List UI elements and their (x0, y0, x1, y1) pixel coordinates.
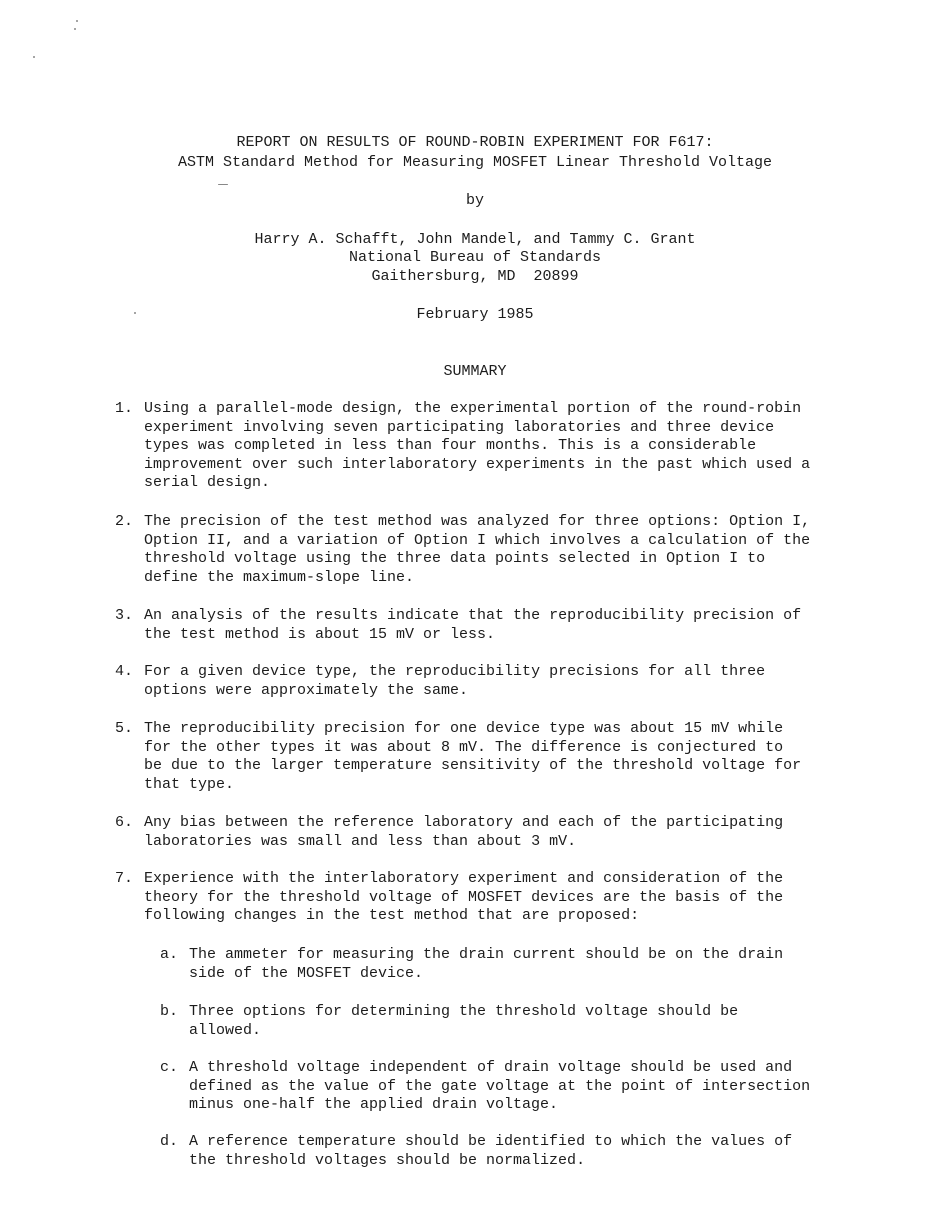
summary-item (115, 663, 855, 700)
item-text: An analysis of the results indicate that the reproducibility precision of the test method is about 15 mV or less. (144, 607, 802, 643)
scan-speck (76, 20, 78, 22)
summary-subitem (160, 1133, 860, 1170)
item-text: Using a parallel-mode design, the experimental portion of the round-robin experiment involving seven participating laboratories and three device types was completed in less than four months. This is a considerable improvement over such interlaboratory experiments in the past which used a serial design. (144, 400, 811, 492)
summary-item (115, 400, 855, 493)
item-number: 2. (115, 513, 134, 530)
summary-item (115, 607, 855, 644)
authors: Harry A. Schafft, John Mandel, and Tammy C. Grant (254, 231, 696, 248)
item-number: 3. (115, 607, 134, 624)
subitem-text: A reference temperature should be identified to which the values of the threshold voltages should be normalized. (189, 1133, 793, 1169)
summary-subitem (160, 1003, 860, 1040)
subitem-text: The ammeter for measuring the drain current should be on the drain side of the MOSFET device. (189, 946, 784, 982)
item-number: 5. (115, 720, 134, 737)
report-title-line2: ASTM Standard Method for Measuring MOSFET Linear Threshold Voltage (177, 154, 773, 171)
by-label: by (465, 192, 484, 209)
subitem-text: Three options for determining the threshold voltage should be allowed. (189, 1003, 739, 1039)
scan-speck (33, 56, 35, 58)
summary-item (115, 513, 855, 587)
summary-item (115, 814, 855, 851)
organization: National Bureau of Standards (348, 249, 602, 266)
item-text: Experience with the interlaboratory experiment and consideration of the theory for the threshold voltage of MOSFET devices are the basis of the following changes in the test method that are proposed: (144, 870, 784, 925)
location: Gaithersburg, MD 20899 (371, 268, 579, 285)
item-number: 6. (115, 814, 134, 831)
item-text: Any bias between the reference laboratory and each of the participating laboratories was small and less than about 3 mV. (144, 814, 784, 850)
subitem-text: A threshold voltage independent of drain voltage should be used and defined as the value of the gate voltage at the point of intersection minus one-half the applied drain voltage. (189, 1059, 811, 1114)
item-number: 1. (115, 400, 134, 417)
subitem-letter: d. (160, 1133, 179, 1150)
subitem-letter: b. (160, 1003, 179, 1020)
subitem-letter: a. (160, 946, 179, 963)
report-title-line1: REPORT ON RESULTS OF ROUND-ROBIN EXPERIMENT FOR F617: (236, 134, 714, 151)
item-number: 7. (115, 870, 134, 887)
item-text: The precision of the test method was analyzed for three options: Option I, Option II, and a variation of Option I which involves a calculation of the threshold voltage using the three data points selected in Option I to define the maximum-slope line. (144, 513, 811, 586)
item-text: The reproducibility precision for one device type was about 15 mV while for the other types it was about 8 mV. The difference is conjectured to be due to the larger temperature sensitivity of the threshold voltage for that type. (144, 720, 802, 793)
scan-speck (218, 184, 228, 185)
summary-item (115, 870, 855, 926)
report-date: February 1985 (416, 306, 534, 323)
summary-subitem (160, 1059, 860, 1115)
summary-subitem (160, 946, 860, 983)
scan-speck (74, 28, 76, 30)
item-number: 4. (115, 663, 134, 680)
item-text: For a given device type, the reproducibility precisions for all three options were approximately the same. (144, 663, 766, 699)
subitem-letter: c. (160, 1059, 179, 1076)
summary-item (115, 720, 855, 794)
summary-heading: SUMMARY (443, 363, 507, 380)
